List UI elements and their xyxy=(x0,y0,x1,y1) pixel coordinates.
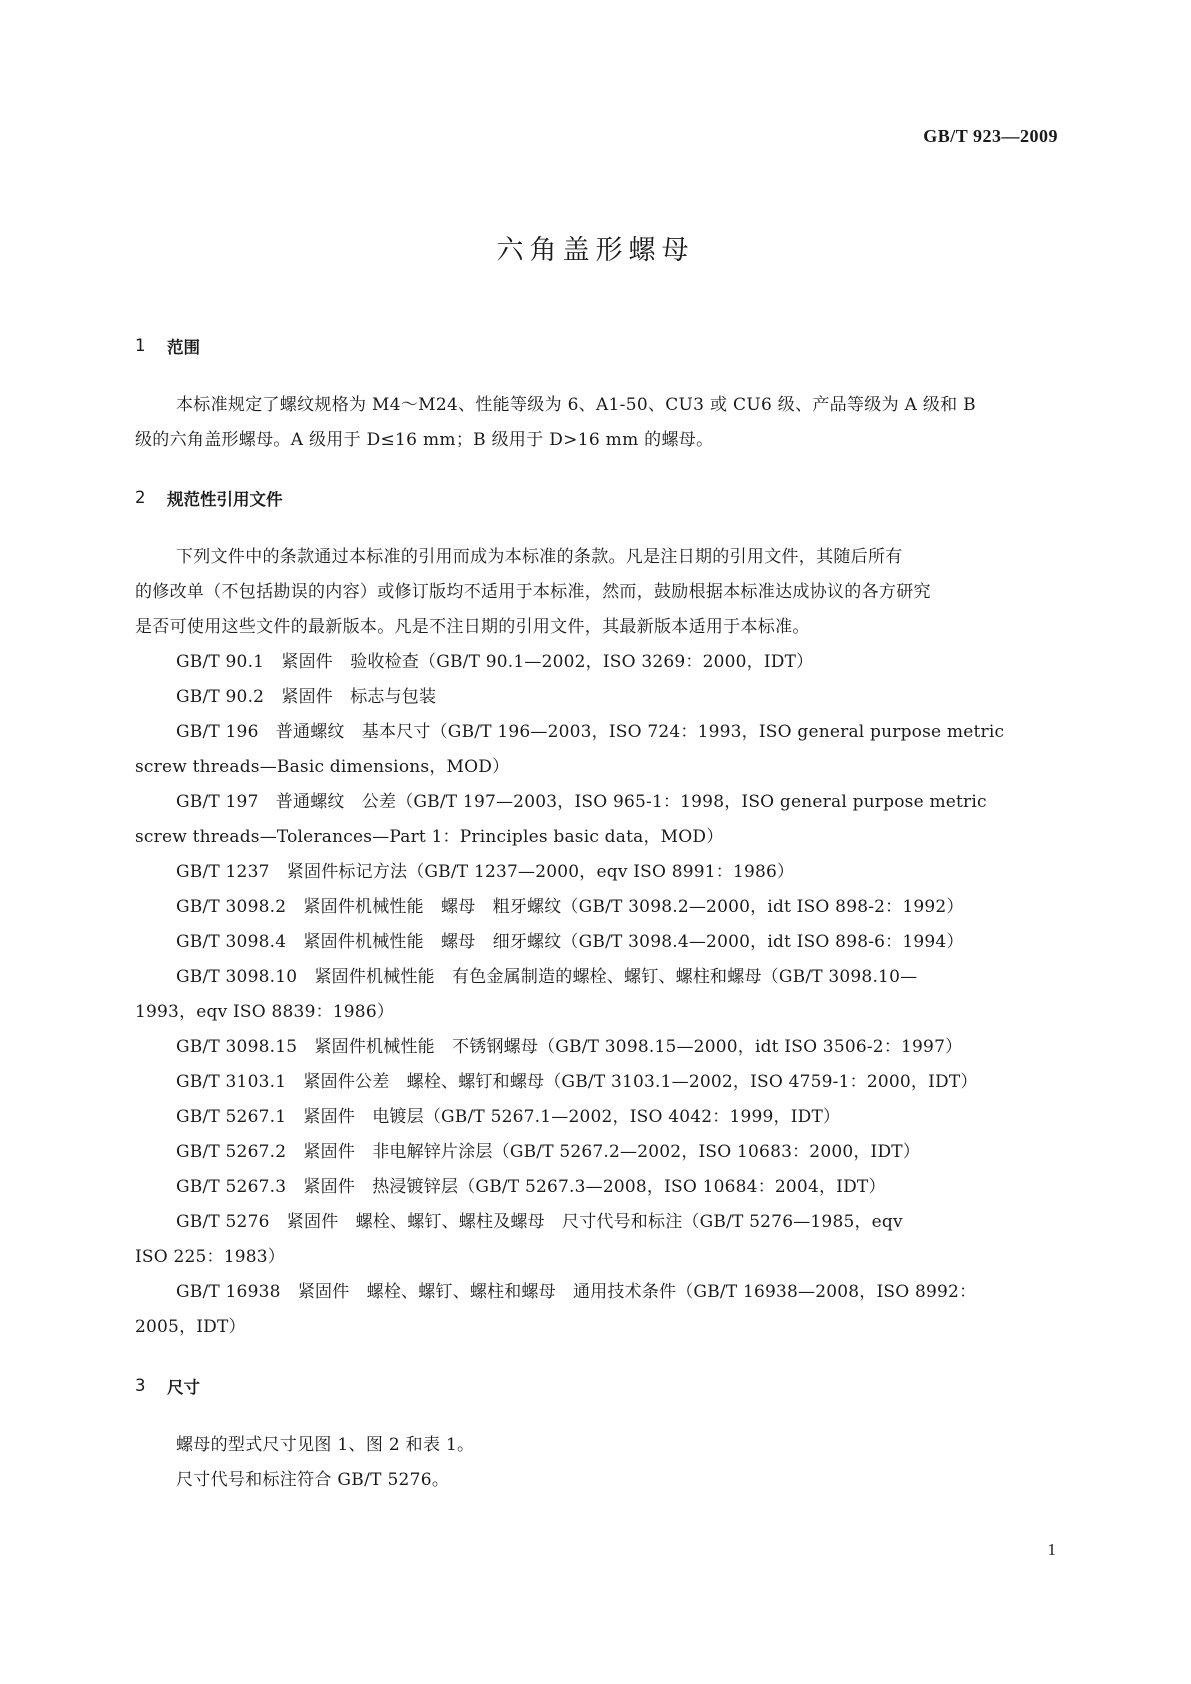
reference-line: GB/T 3103.1 紧固件公差 螺栓、螺钉和螺母（GB/T 3103.1—2002，ISO 4759-1：2000，IDT） xyxy=(176,1072,978,1092)
reference-line: ISO 225：1983） xyxy=(135,1247,286,1267)
reference-line: GB/T 90.1 紧固件 验收检查（GB/T 90.1—2002，ISO 3269：2000，IDT） xyxy=(176,652,814,672)
section-heading-dimensions xyxy=(135,1368,1056,1403)
reference-line: GB/T 5267.3 紧固件 热浸镀锌层（GB/T 5267.3—2008，ISO 10684：2004，IDT） xyxy=(176,1177,886,1197)
section-heading-normative-refs xyxy=(135,480,1056,515)
section-heading-scope xyxy=(135,328,1056,363)
section-number: 1 xyxy=(135,336,146,355)
reference-line: GB/T 3098.4 紧固件机械性能 螺母 细牙螺纹（GB/T 3098.4—2000，idt ISO 898-6：1994） xyxy=(176,932,964,952)
dimensions-line: 螺母的型式尺寸见图 1、图 2 和表 1。 xyxy=(176,1435,475,1455)
reference-line: GB/T 197 普通螺纹 公差（GB/T 197—2003，ISO 965-1：1998，ISO general purpose metric xyxy=(176,792,987,812)
intro-line: 是否可使用这些文件的最新版本。凡是不注日期的引用文件，其最新版本适用于本标准。 xyxy=(135,617,810,637)
section-title: 规范性引用文件 xyxy=(167,489,283,509)
reference-line: GB/T 3098.10 紧固件机械性能 有色金属制造的螺栓、螺钉、螺柱和螺母（GB/T 3098.10— xyxy=(176,967,918,987)
reference-line: 1993，eqv ISO 8839：1986） xyxy=(135,1002,395,1022)
intro-line: 下列文件中的条款通过本标准的引用而成为本标准的条款。凡是注日期的引用文件，其随后所有 xyxy=(176,547,903,567)
reference-line: GB/T 16938 紧固件 螺栓、螺钉、螺柱和螺母 通用技术条件（GB/T 16938—2008，ISO 8992： xyxy=(176,1282,977,1302)
reference-line: screw threads—Basic dimensions，MOD） xyxy=(135,757,510,777)
reference-line: 2005，IDT） xyxy=(135,1317,246,1337)
scope-line: 本标准规定了螺纹规格为 M4～M24、性能等级为 6、A1-50、CU3 或 CU6 级、产品等级为 A 级和 B xyxy=(176,395,976,415)
reference-line: GB/T 5276 紧固件 螺栓、螺钉、螺柱及螺母 尺寸代号和标注（GB/T 5276—1985，eqv xyxy=(176,1212,903,1232)
standard-number: GB/T 923—2009 xyxy=(923,126,1058,146)
reference-line: GB/T 5267.1 紧固件 电镀层（GB/T 5267.1—2002，ISO 4042：1999，IDT） xyxy=(176,1107,841,1127)
section-number: 2 xyxy=(135,488,146,507)
reference-line: GB/T 5267.2 紧固件 非电解锌片涂层（GB/T 5267.2—2002，ISO 10683：2000，IDT） xyxy=(176,1142,921,1162)
document-body xyxy=(135,328,1056,1498)
section-title: 尺寸 xyxy=(167,1377,200,1397)
page-number: 1 xyxy=(1047,1540,1056,1559)
document-title: 六角盖形螺母 xyxy=(496,235,695,266)
section-number: 3 xyxy=(135,1376,146,1395)
reference-line: GB/T 1237 紧固件标记方法（GB/T 1237—2000，eqv ISO 8991：1986） xyxy=(176,862,795,882)
section-title: 范围 xyxy=(167,337,200,357)
scope-line: 级的六角盖形螺母。A 级用于 D≤16 mm；B 级用于 D>16 mm 的螺母。 xyxy=(135,430,714,450)
reference-line: GB/T 3098.2 紧固件机械性能 螺母 粗牙螺纹（GB/T 3098.2—2000，idt ISO 898-2：1992） xyxy=(176,897,964,917)
reference-line: GB/T 90.2 紧固件 标志与包装 xyxy=(176,687,437,707)
intro-line: 的修改单（不包括勘误的内容）或修订版均不适用于本标准，然而，鼓励根据本标准达成协议的各方研究 xyxy=(135,582,931,602)
reference-line: GB/T 3098.15 紧固件机械性能 不锈钢螺母（GB/T 3098.15—2000，idt ISO 3506-2：1997） xyxy=(176,1037,963,1057)
reference-line: screw threads—Tolerances—Part 1：Principles basic data，MOD） xyxy=(135,827,724,847)
dimensions-line: 尺寸代号和标注符合 GB/T 5276。 xyxy=(176,1470,450,1490)
reference-line: GB/T 196 普通螺纹 基本尺寸（GB/T 196—2003，ISO 724：1993，ISO general purpose metric xyxy=(176,722,1005,742)
